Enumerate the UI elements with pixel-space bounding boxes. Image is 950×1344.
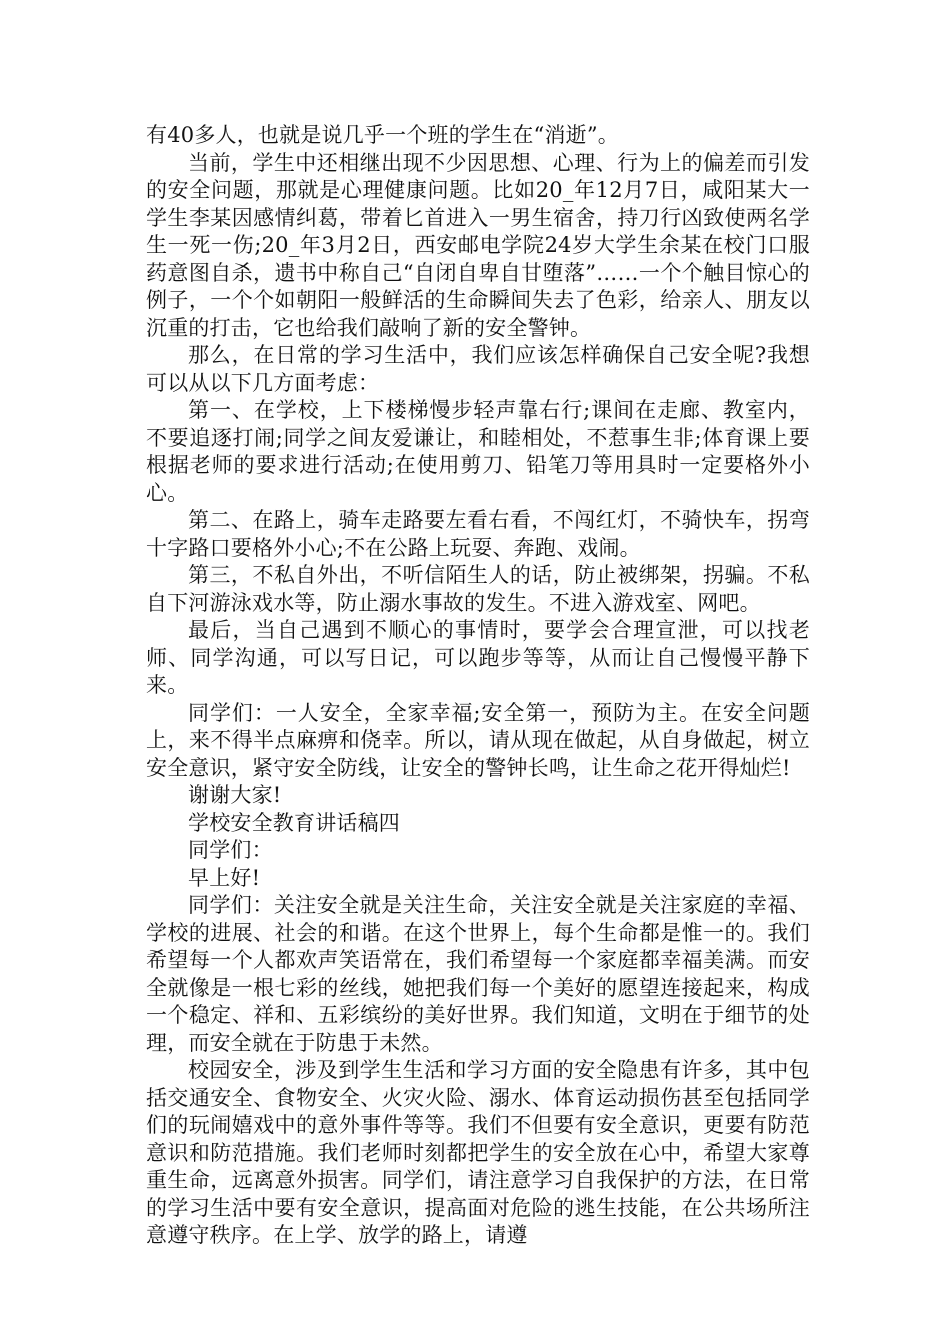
section-title: 学校安全教育讲话稿四 bbox=[188, 810, 400, 835]
paragraph: 当前，学生中还相继出现不少因思想、心理、行为上的偏差而引发的安全问题，那就是心理健康问题。比如20_年12月7日，咸阳某大一学生李某因感情纠葛，带着匕首进入一男生宿舍，持刀行凶致使两名学生一死一伤;20_年3月2日，西安邮电学院24岁大学生余某在校门口服药意图自杀，遗书中称自己“自闭自卑自甘堕落”……一个个触目惊心的例子，一个个如朝阳一般鲜活的生命瞬间失去了色彩，给亲人、朋友以沉重的打击，它也给我们敲响了新的安全警钟。 bbox=[146, 150, 810, 340]
paragraph: 第一、在学校，上下楼梯慢步轻声靠右行;课间在走廊、教室内，不要追逐打闹;同学之间友爱谦让，和睦相处，不惹事生非;体育课上要根据老师的要求进行活动;在使用剪刀、铅笔刀等用具时一定要格外小心。 bbox=[146, 398, 810, 505]
paragraph: 第二、在路上，骑车走路要左看右看，不闯红灯，不骑快车，拐弯十字路口要格外小心;不在公路上玩耍、奔跑、戏闹。 bbox=[146, 508, 810, 560]
paragraph: 有40多人，也就是说几乎一个班的学生在“消逝”。 bbox=[146, 123, 619, 147]
greeting: 早上好! bbox=[188, 865, 261, 890]
paragraph: 校园安全，涉及到学生生活和学习方面的安全隐患有许多，其中包括交通安全、食物安全、火灾火险、溺水、体育运动损伤甚至包括同学们的玩闹嬉戏中的意外事件等等。我们不但要有安全意识，更要有防范意识和防范措施。我们老师时刻都把学生的安全放在心中，希望大家尊重生命，远离意外损害。同学们，请注意学习自我保护的方法，在日常的学习生活中要有安全意识，提高面对危险的逃生技能，在公共场所注意遵守秩序。在上学、放学的路上，请遵 bbox=[146, 1058, 810, 1247]
document-page bbox=[146, 122, 810, 1250]
paragraph: 第三，不私自外出，不听信陌生人的话，防止被绑架，拐骗。不私自下河游泳戏水等，防止溺水事故的发生。不进入游戏室、网吧。 bbox=[146, 563, 810, 615]
paragraph: 最后，当自己遇到不顺心的事情时，要学会合理宣泄，可以找老师、同学沟通，可以写日记，可以跑步等等，从而让自己慢慢平静下来。 bbox=[146, 618, 810, 697]
paragraph: 那么，在日常的学习生活中，我们应该怎样确保自己安全呢?我想可以从以下几方面考虑： bbox=[146, 343, 810, 395]
paragraph: 同学们：一人安全，全家幸福;安全第一，预防为主。在安全问题上，来不得半点麻痹和侥幸。所以，请从现在做起，从自身做起，树立安全意识，紧守安全防线，让安全的警钟长鸣，让生命之花开得灿烂! bbox=[146, 700, 810, 780]
greeting: 同学们： bbox=[188, 838, 273, 862]
paragraph: 同学们：关注安全就是关注生命，关注安全就是关注家庭的幸福、学校的进展、社会的和谐。在这个世界上，每个生命都是惟一的。我们希望每一个人都欢声笑语常在，我们希望每一个家庭都幸福美满。而安全就像是一根七彩的丝线，她把我们每一个美好的愿望连接起来，构成一个稳定、祥和、五彩缤纷的美好世界。我们知道，文明在于细节的处理，而安全就在于防患于未然。 bbox=[146, 893, 810, 1055]
closing-line: 谢谢大家! bbox=[188, 783, 282, 807]
